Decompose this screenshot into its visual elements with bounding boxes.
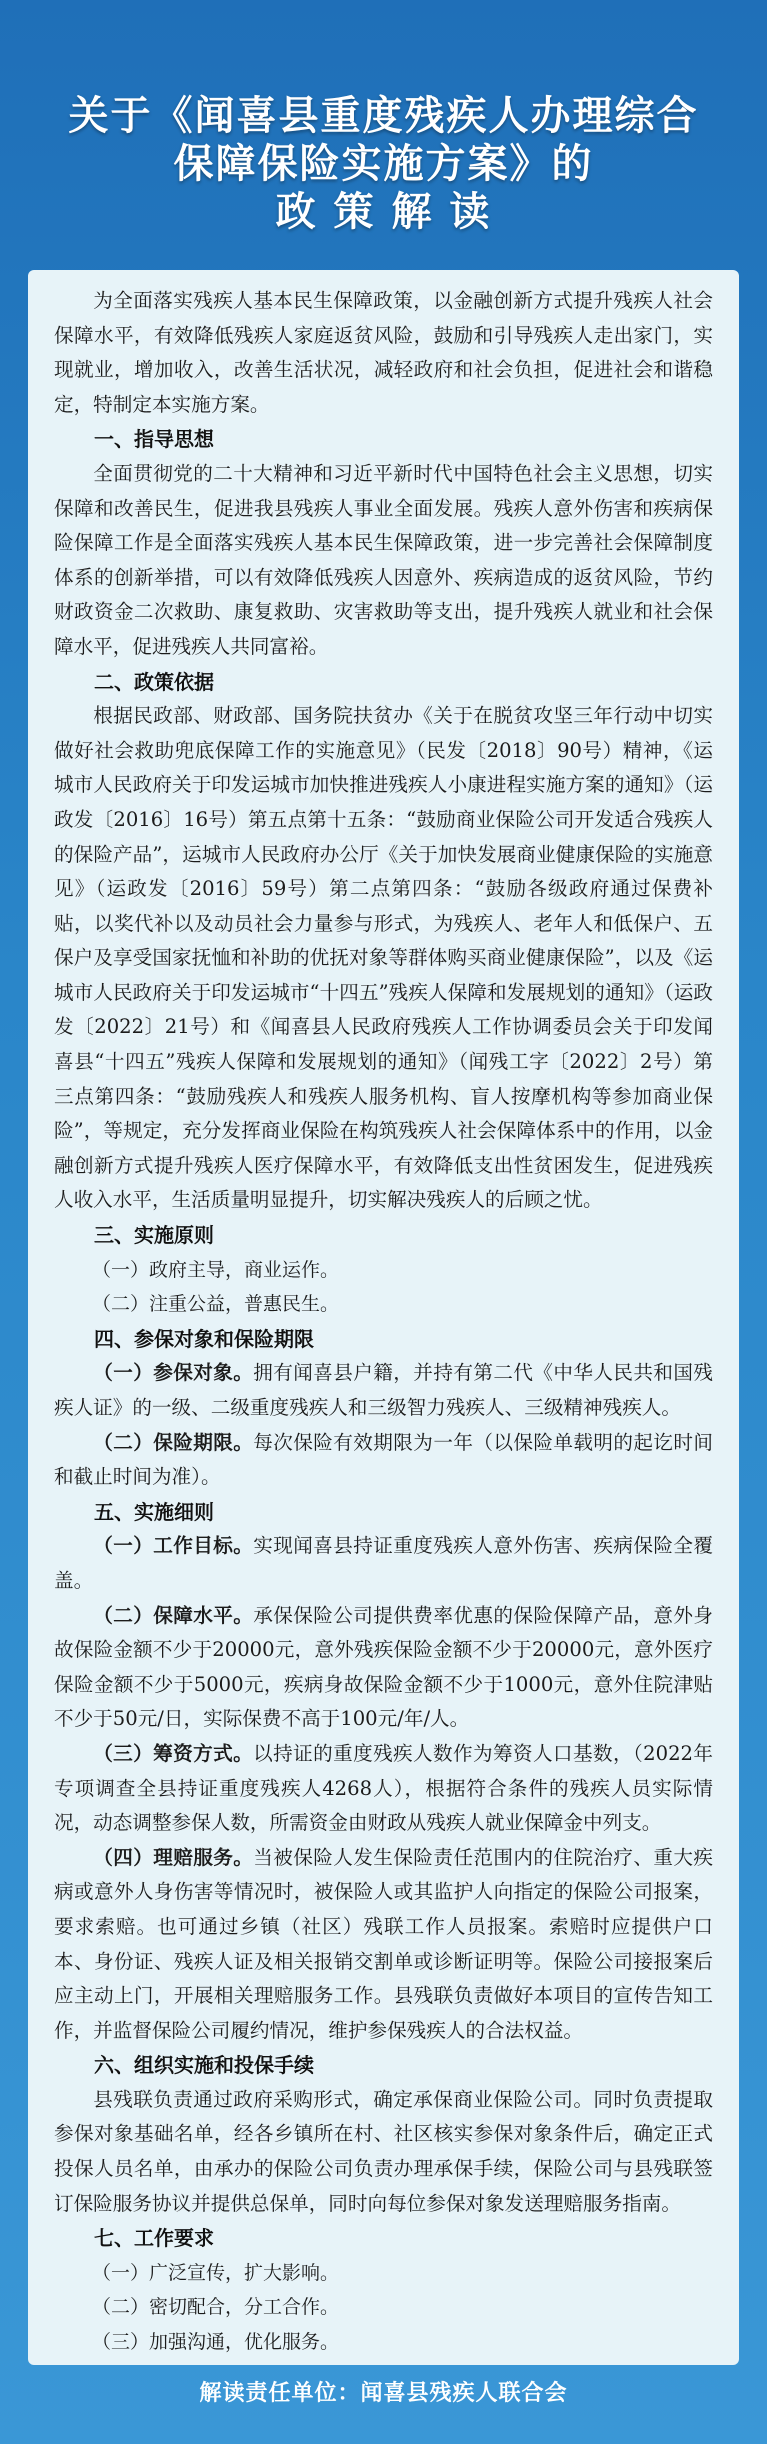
paragraph-text: 当被保险人发生保险责任范围内的住院治疗、重大疾病或意外人身伤害等情况时，被保险人或其监护人向指定的保险公司报案，要求索赔。也可通过乡镇（社区）残联工作人员报案。索赔时应提供户口本、身份证、残疾人证及相关报销交割单或诊断证明等。保险公司接报案后应主动上门，开展相关理赔服务工作。县残联负责做好本项目的宣传告知工作，并监督保险公司履约情况，维护参保残疾人的合法权益。	[54, 1845, 714, 2042]
document-card	[28, 270, 739, 2365]
requirement-item: （三）加强沟通，优化服务。	[92, 2331, 340, 2354]
section-heading: 三、实施原则	[94, 1223, 214, 1248]
paragraph-text: 以持证的重度残疾人数作为筹资人口基数，（2022年专项调查全县持证重度残疾人4268人），根据符合条件的残疾人员实际情况，动态调整参保人数，所需资金由财政从残疾人就业保障金中列支。	[54, 1741, 713, 1835]
paragraph-text: 拥有闻喜县户籍，并持有第二代《中华人民共和国残疾人证》的一级、二级重度残疾人和三级智力残疾人、三级精神残疾人。	[54, 1361, 714, 1419]
paragraph-text: 实现闻喜县持证重度残疾人意外伤害、疾病保险全覆盖。	[54, 1534, 714, 1592]
section-paragraph	[54, 1841, 713, 2049]
requirement-item: （二）密切配合，分工合作。	[92, 2296, 340, 2319]
principle-item: （一）政府主导，商业运作。	[92, 1258, 340, 1281]
section-paragraph: 全面贯彻党的二十大精神和习近平新时代中国特色社会主义思想，切实保障和改善民生，促进我县残疾人事业全面发展。残疾人意外伤害和疾病保险保障工作是全面落实残疾人基本民生保障政策，进一步完善社会保障制度体系的创新举措，可以有效降低残疾人因意外、疾病造成的返贫风险，节约财政资金二次救助、康复救助、灾害救助等支出，提升残疾人就业和社会保障水平，促进残疾人共同富裕。	[54, 461, 713, 658]
title-line-3: 政 策 解 读	[275, 188, 492, 235]
intro-paragraph: 为全面落实残疾人基本民生保障政策，以金融创新方式提升残疾人社会保障水平，有效降低残疾人家庭返贫风险，鼓励和引导残疾人走出家门，实现就业，增加收入，改善生活状况，减轻政府和社会负担，促进社会和谐稳定，特制定本实施方案。	[54, 289, 713, 416]
section-paragraph: 根据民政部、财政部、国务院扶贫办《关于在脱贫攻坚三年行动中切实做好社会救助兜底保障工作的实施意见》（民发〔2018〕90号）精神，《运城市人民政府关于印发运城市加快推进残疾人小康进程实施方案的通知》（运政发〔2016〕16号）第五点第十五条：“鼓励商业保险公司开发适合残疾人的保险产品”，运城市人民政府办公厅《关于加快发展商业健康保险的实施意见》（运政发〔2016〕59号）第二点第四条：“鼓励各级政府通过保费补贴，以奖代补以及动员社会力量参与形式，为残疾人、老年人和低保户、五保户及享受国家抚恤和补助的优抚对象等群体购买商业健康保险”，以及《运城市人民政府关于印发运城市“十四五”残疾人保障和发展规划的通知》（运政发〔2022〕21号）和《闻喜县人民政府残疾人工作协调委员会关于印发闻喜县“十四五”残疾人保障和发展规划的通知》（闻残工字〔2022〕2号）第三点第四条：“鼓励残疾人和残疾人服务机构、盲人按摩机构等参加商业保险”，等规定，充分发挥商业保险在构筑残疾人社会保障体系中的作用，以金融创新方式提升残疾人医疗保障水平，有效降低支出性贫困发生，促进残疾人收入水平，生活质量明显提升，切实解决残疾人的后顾之忧。	[54, 704, 713, 1212]
section-heading: 一、指导思想	[94, 427, 214, 452]
section-paragraph: 县残联负责通过政府采购形式，确定承保商业保险公司。同时负责提取参保对象基础名单，经各乡镇所在村、社区核实参保对象条件后，确定正式投保人员名单，由承办的保险公司负责办理承保手续，保险公司与县残联签订保险服务协议并提供总保单，同时向每位参保对象发送理赔服务指南。	[54, 2087, 713, 2215]
paragraph-text: 承保保险公司提供费率优惠的保险保障产品，意外身故保险金额不少于20000元，意外残疾保险金额不少于20000元，意外医疗保险金额不少于5000元，疾病身故保险金额不少于1000元，意外住院津贴不少于50元/日，实际保费不高于100元/年/人。	[54, 1603, 714, 1731]
title-line-2: 保障保险实施方案》的	[173, 140, 594, 187]
section-paragraph	[54, 1426, 713, 1495]
requirement-item: （一）广泛宣传，扩大影响。	[92, 2261, 340, 2284]
paragraph-lead: （一）参保对象。	[93, 1361, 254, 1385]
section-heading: 四、参保对象和保险期限	[94, 1326, 314, 1351]
paragraph-lead: （二）保险期限。	[93, 1430, 254, 1454]
section-heading: 五、实施细则	[94, 1499, 214, 1524]
section-paragraph	[54, 1356, 713, 1425]
section-heading: 七、工作要求	[94, 2226, 214, 2251]
page-title	[0, 92, 767, 236]
paragraph-text: 每次保险有效期限为一年（以保险单载明的起讫时间和截止时间为准）。	[54, 1430, 714, 1489]
section-heading: 二、政策依据	[94, 669, 214, 694]
paragraph-lead: （一）工作目标。	[93, 1534, 254, 1558]
section-paragraph	[54, 1529, 713, 1598]
section-heading: 六、组织实施和投保手续	[94, 2053, 314, 2078]
responsible-unit-footer: 解读责任单位：闻喜县残疾人联合会	[199, 2381, 568, 2406]
paragraph-lead: （二）保障水平。	[93, 1603, 254, 1627]
section-paragraph	[54, 1737, 713, 1841]
paragraph-lead: （三）筹资方式。	[93, 1741, 254, 1765]
section-paragraph	[54, 1599, 713, 1737]
title-line-1: 关于《闻喜县重度残疾人办理综合	[68, 92, 699, 139]
paragraph-lead: （四）理赔服务。	[93, 1845, 254, 1869]
principle-item: （二）注重公益，普惠民生。	[92, 1293, 340, 1316]
